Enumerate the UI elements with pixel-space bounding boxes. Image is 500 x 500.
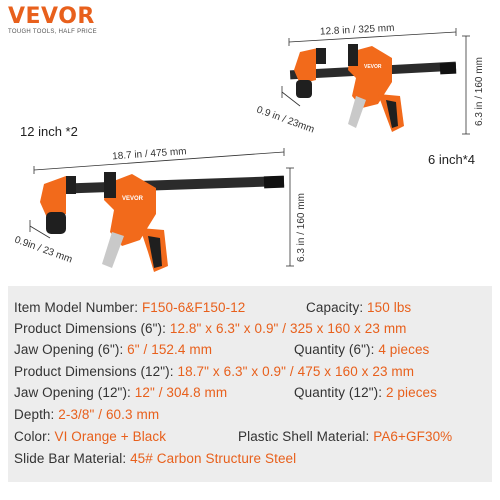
spec-value: 6" / 152.4 mm [127, 342, 213, 357]
spec-row-qty-6 [294, 342, 429, 357]
large-clamp-label: 12 inch *2 [20, 124, 78, 139]
spec-value: 12" / 304.8 mm [134, 385, 228, 400]
spec-value: PA6+GF30% [373, 429, 453, 444]
spec-key: Product Dimensions (12"): [14, 364, 174, 379]
svg-text:VEVOR: VEVOR [364, 64, 382, 70]
spec-row-capacity [306, 300, 411, 315]
spec-row-dims-12 [14, 364, 414, 379]
small-depth-label: 0.9 in / 23mm [254, 104, 316, 136]
small-clamp-label: 6 inch*4 [428, 152, 475, 167]
spec-key: Product Dimensions (6"): [14, 321, 166, 336]
spec-row-jaw-6 [14, 342, 212, 357]
spec-row-depth [14, 407, 159, 422]
spec-key: Capacity: [306, 300, 364, 315]
spec-key: Quantity (12"): [294, 385, 383, 400]
spec-row-jaw-12 [14, 385, 227, 400]
spec-value: VI Orange + Black [54, 429, 167, 444]
spec-key: Color: [14, 429, 51, 444]
spec-key: Plastic Shell Material: [238, 429, 370, 444]
spec-key: Jaw Opening (6"): [14, 342, 124, 357]
spec-row-shell [238, 429, 452, 444]
spec-row-qty-12 [294, 385, 437, 400]
spec-key: Slide Bar Material: [14, 451, 127, 466]
spec-key: Jaw Opening (12"): [14, 385, 131, 400]
spec-row-slide-bar [14, 451, 296, 466]
spec-value: 45# Carbon Structure Steel [130, 451, 297, 466]
logo-tagline: TOUGH TOOLS, HALF PRICE [8, 29, 97, 35]
spec-value: 2 pieces [385, 385, 438, 400]
spec-value: 18.7" x 6.3" x 0.9" / 475 x 160 x 23 mm [177, 364, 415, 379]
spec-key: Depth: [14, 407, 55, 422]
spec-value: 12.8" x 6.3" x 0.9" / 325 x 160 x 23 mm [169, 321, 407, 336]
large-depth-label: 0.9in / 23 mm [12, 234, 74, 266]
large-clamp-image [40, 172, 284, 272]
spec-row-color [14, 429, 166, 444]
spec-row-model [14, 300, 245, 315]
svg-text:VEVOR: VEVOR [122, 196, 144, 202]
spec-key: Item Model Number: [14, 300, 139, 315]
spec-value: 2-3/8" / 60.3 mm [58, 407, 160, 422]
spec-value: 4 pieces [378, 342, 430, 357]
spec-value: 150 lbs [367, 300, 412, 315]
spec-key: Quantity (6"): [294, 342, 375, 357]
spec-row-dims-6 [14, 321, 407, 336]
small-clamp-image [290, 44, 456, 132]
logo-wordmark: VEVOR [8, 4, 95, 29]
large-height-label: 6.3 in / 160 mm [296, 193, 307, 262]
small-length-label: 12.8 in / 325 mm [319, 22, 395, 38]
large-length-label: 18.7 in / 475 mm [111, 146, 187, 163]
small-height-label: 6.3 in / 160 mm [474, 57, 485, 126]
spec-value: F150-6&F150-12 [141, 300, 246, 315]
